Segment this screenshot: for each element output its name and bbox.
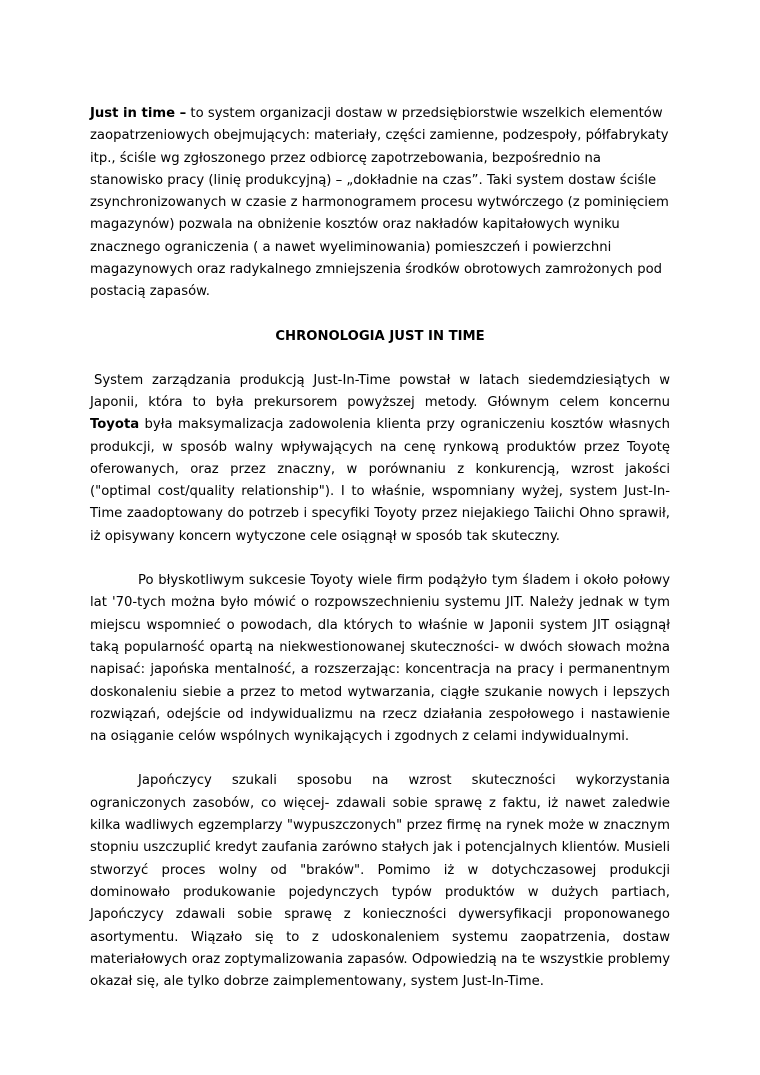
section-title: CHRONOLOGIA JUST IN TIME [275,328,485,344]
intro-paragraph [90,103,670,304]
paragraph-japanese: Japończycy szukali sposobu na wzrost skuteczności wykorzystania ograniczonych zasobów, co więcej- zdawali sobie sprawę z faktu, iż nawet zaledwie kilka wadliwych egzemplarzy "wypuszczonych" przez firmę na rynek może w znacznym stopniu uszczuplić kredyt zaufania zarówno stałych jak i potencjalnych klientów. Musieli stworzyć proces wolny od "braków". Pomimo iż w dotychczasowej produkcji dominowało produkowanie pojedynczych typów produktów w dużych partiach, Japończycy zdawali sobie sprawę z konieczności dywersyfikacji proponowanego asortymentu. Wiązało się to z udoskonaleniem systemu zaopatrzenia, dostaw materiałowych oraz zoptymalizowania zapasów. Odpowiedzią na te wszystkie problemy okazał się, ale tylko dobrze zaimplementowany, system Just-In-Time. [90,773,670,990]
document-page [90,103,670,993]
paragraph-history-bold: Toyota [90,417,140,433]
paragraph-history-after: była maksymalizacja zadowolenia klienta przy ograniczeniu kosztów własnych produkcji, w sposób walny wpływających na cenę rynkową produktów przez Toyotę oferowanych, oraz przez znaczny, w porównaniu z konkurencją, wzrost jakości ("optimal cost/quality relationship"). I to właśnie, wspomniany wyżej, system Just-In-Time zaadoptowany do potrzeb i specyfiki Toyoty przez niejakiego Taiichi Ohno sprawił, iż opisywany koncern wytyczone cele osiągnął w sposób tak skuteczny. [90,417,670,544]
paragraph-history [90,370,670,548]
intro-term: Just in time – [90,106,187,121]
intro-text: to system organizacji dostaw w przedsiębiorstwie wszelkich elementów zaopatrzeniowych obejmujących: materiały, części zamienne, podzespoły, półfabrykaty itp., ściśle wg zgłoszonego przez odbiorcę zapotrzebowania, bezpośrednio na stanowisko pracy (linię produkcyjną) – „dokładnie na czas”. Taki system dostaw ściśle zsynchronizowanych w czasie z harmonogramem procesu wytwórczego (z pominięciem magazynów) pozwala na obniżenie kosztów oraz nakładów kapitałowych wyniku znacznego ograniczenia ( a nawet wyeliminowania) pomieszczeń i powierzchni magazynowych oraz radykalnego zmniejszenia środków obrotowych zamrożonych pod postacią zapasów. [90,106,669,300]
paragraph-history-before: System zarządzania produkcją Just-In-Time powstał w latach siedemdziesiątych w Japonii, która to była prekursorem powyższej metody. Głównym celem koncernu [90,372,670,410]
paragraph-success: Po błyskotliwym sukcesie Toyoty wiele firm podążyło tym śladem i około połowy lat '70-tych można było mówić o rozpowszechnieniu systemu JIT. Należy jednak w tym miejscu wspomnieć o powodach, dla których to właśnie w Japonii system JIT osiągnął taką popularność opartą na niekwestionowanej skuteczności- w dwóch słowach można napisać: japońska mentalność, a rozszerzając: koncentracja na pracy i permanentnym doskonaleniu siebie a przez to metod wytwarzania, ciągłe szukanie nowych i lepszych rozwiązań, odejście od indywidualizmu na rzecz działania zespołowego i nastawienie na osiąganie celów wspólnych wynikających i zgodnych z celami indywidualnymi. [90,573,670,745]
